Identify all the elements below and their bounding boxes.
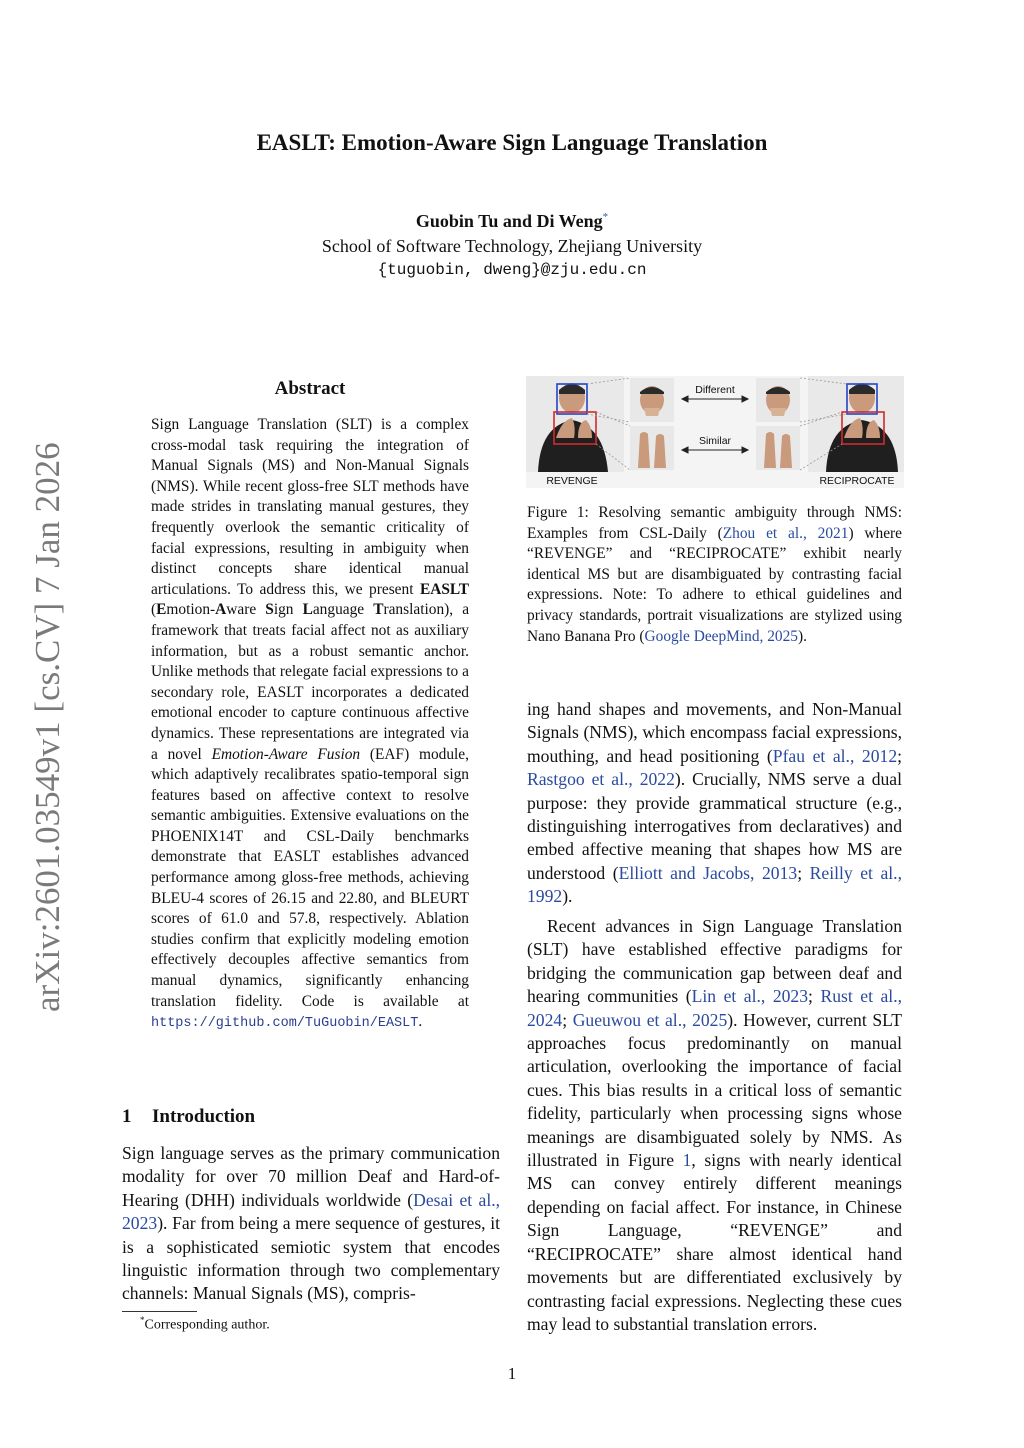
citation-link[interactable]: Gueuwou et al., 2025 bbox=[572, 1009, 728, 1030]
abstract-text: Sign Language Translation (SLT) is a complex cross-modal task requiring the integration of Manual Signals (MS) and Non-Manual Signals (NMS). While recent gloss-free SLT methods have made strides in translating manual gestures, they frequently overlook the semantic criticality of facial expressions, resulting in ambiguity when distinct concepts share identical manual articulations. To address this, we present bbox=[151, 416, 469, 598]
body-text: ). bbox=[562, 886, 573, 907]
email: {tuguobin, dweng}@zju.edu.cn bbox=[377, 261, 647, 279]
right-column-paragraph-1 bbox=[527, 698, 902, 909]
abstract-bold: A bbox=[215, 601, 227, 619]
body-text: ; bbox=[797, 862, 810, 883]
citation-link[interactable]: Rastgoo et al., 2022 bbox=[527, 769, 675, 790]
caption-text: ) where “REVENGE” and “RECIPROCATE” exhibit nearly identical MS but are disambiguated by contrasting facial expressions. Note: To adhere to ethical guidelines and privacy standards, portrait visualizations are stylized using Nano Banana Pro ( bbox=[527, 524, 902, 645]
left-signer-portrait bbox=[526, 376, 624, 472]
footnote-rule bbox=[122, 1311, 197, 1312]
abstract-bold: L bbox=[302, 601, 313, 619]
right-face-crop bbox=[756, 378, 800, 422]
abstract-text: ign bbox=[273, 601, 303, 619]
abstract-italic: Emotion-Aware Fusion bbox=[211, 745, 361, 763]
citation-link[interactable]: Lin et al., 2023 bbox=[691, 986, 809, 1007]
abstract-text: ( bbox=[151, 601, 157, 619]
abstract-body bbox=[151, 415, 469, 1035]
paper-title: EASLT: Emotion-Aware Sign Language Translation bbox=[256, 130, 768, 155]
footnote bbox=[140, 1315, 270, 1334]
citation-link[interactable]: Desai et al., 2023 bbox=[122, 1189, 501, 1234]
body-text: ). However, current SLT approaches focus predominantly on manual articulation, overlooking the importance of facial cues. This bias results in a critical loss of semantic fidelity, particularly when processing signs whose meanings are disambiguated solely by NMS. As illustrated in Figure bbox=[527, 1009, 902, 1171]
arxiv-sidebar: arXiv:2601.03549v1 [cs.CV] 7 Jan 2026 bbox=[28, 442, 67, 1012]
figure-1 bbox=[526, 376, 904, 488]
right-column-paragraph-2 bbox=[527, 915, 902, 1336]
code-url-link[interactable]: https://github.com/TuGuobin/EASLT bbox=[151, 1016, 419, 1032]
citation-link[interactable]: Google DeepMind, 2025 bbox=[644, 627, 799, 645]
figure-ref-link[interactable]: 1 bbox=[682, 1150, 692, 1171]
citation-link[interactable]: Rust et al., 2024 bbox=[527, 986, 902, 1030]
authors bbox=[0, 211, 1024, 232]
affiliation: School of Software Technology, Zhejiang University bbox=[321, 236, 703, 256]
body-text: , signs with nearly identical MS can convey entirely different meanings depending on facial affect. For instance, in Chinese Sign Language, “REVENGE” and “RECIPROCATE” share almost identical hand movements but are differentiated exclusively by contrasting facial expressions. Neglecting these cues may lead to substantial translation errors. bbox=[527, 1150, 902, 1334]
label-different: Different bbox=[695, 384, 735, 396]
citation-link[interactable]: Elliott and Jacobs, 2013 bbox=[618, 862, 798, 883]
section-title: Introduction bbox=[152, 1106, 256, 1127]
page-number: 1 bbox=[507, 1364, 517, 1383]
body-text: ; bbox=[897, 745, 903, 766]
footnote-text: Corresponding author. bbox=[144, 1317, 270, 1333]
body-text: ; bbox=[808, 986, 821, 1007]
abstract-bold: T bbox=[373, 601, 384, 619]
label-reciprocate: RECIPROCATE bbox=[819, 475, 895, 487]
author-names: Guobin Tu and Di Weng bbox=[415, 211, 603, 231]
abstract-bold: S bbox=[265, 601, 274, 619]
abstract-bold: E bbox=[156, 601, 167, 619]
citation-link[interactable]: Pfau et al., 2012 bbox=[772, 745, 898, 766]
caption-text: ). bbox=[798, 627, 807, 645]
right-signer-portrait bbox=[808, 376, 904, 472]
left-hand-crop bbox=[630, 426, 674, 470]
body-text: ing hand shapes and movements, and Non-Manual Signals (NMS), which encompass facial expressions, mouthing, and head positioning ( bbox=[527, 699, 902, 766]
body-text: ). Far from being a mere sequence of gestures, it is a sophisticated semiotic system that encodes linguistic information through two complementary channels: Manual Signals (MS), compris- bbox=[122, 1213, 500, 1304]
label-similar: Similar bbox=[698, 435, 732, 447]
body-text: ). Crucially, NMS serve a dual purpose: they provide grammatical structure (e.g., distinguishing interrogatives from declaratives) and embed affective meaning that shapes how MS are understood ( bbox=[527, 769, 902, 883]
corresponding-mark[interactable]: * bbox=[602, 211, 609, 223]
section-heading-introduction bbox=[122, 1106, 502, 1128]
label-revenge: REVENGE bbox=[546, 475, 598, 487]
citation-link[interactable]: Zhou et al., 2021 bbox=[722, 524, 849, 542]
abstract-text: ware bbox=[226, 601, 266, 619]
body-text: Sign language serves as the primary communication modality for over 70 million Deaf and Hard-of-Hearing (DHH) individuals worldwide ( bbox=[122, 1143, 500, 1210]
abstract-text: anguage bbox=[312, 601, 374, 619]
intro-paragraph bbox=[122, 1142, 500, 1306]
body-text: Recent advances in Sign Language Translation (SLT) have established effective paradigms for bridging the communication gap between deaf and hearing communities ( bbox=[527, 916, 902, 1007]
abstract-bold: EASLT bbox=[419, 580, 469, 598]
abstract-text: ranslation), a framework that treats facial affect not as auxiliary information, but as a robust semantic anchor. Unlike methods that relegate facial expressions to a secondary role, EASLT incorporates a dedicated emotional encoder to capture continuous affective dynamics. These representations are integrated via a novel bbox=[151, 601, 470, 763]
citation-link[interactable]: Reilly et al., 1992 bbox=[527, 862, 902, 907]
body-text: ; bbox=[562, 1009, 573, 1030]
right-hand-crop bbox=[756, 426, 800, 470]
abstract-text: (EAF) module, which adaptively recalibrates spatio-temporal sign features based on affective context to resolve semantic ambiguities. Extensive evaluations on the PHOENIX14T and CSL-Daily benchmarks demonstrate that EASLT establishes advanced performance among gloss-free methods, achieving BLEU-4 scores of 26.15 and 22.80, and BLEURT scores of 61.0 and 57.8, respectively. Ablation studies confirm that explicitly modeling emotion effectively decouples affective semantics from manual dynamics, significantly enhancing translation fidelity. Code is available at bbox=[151, 745, 469, 1010]
section-number: 1 bbox=[122, 1106, 132, 1127]
figure-1-illustration bbox=[526, 376, 904, 488]
figure-1-caption bbox=[527, 503, 902, 647]
footnote-mark: * bbox=[140, 1315, 145, 1325]
abstract-text: . bbox=[418, 1013, 423, 1031]
left-face-crop bbox=[630, 378, 674, 422]
caption-text: Figure 1: Resolving semantic ambiguity through NMS: Examples from CSL-Daily ( bbox=[527, 504, 902, 542]
abstract-text: motion- bbox=[166, 601, 216, 619]
abstract-heading: Abstract bbox=[274, 378, 346, 399]
